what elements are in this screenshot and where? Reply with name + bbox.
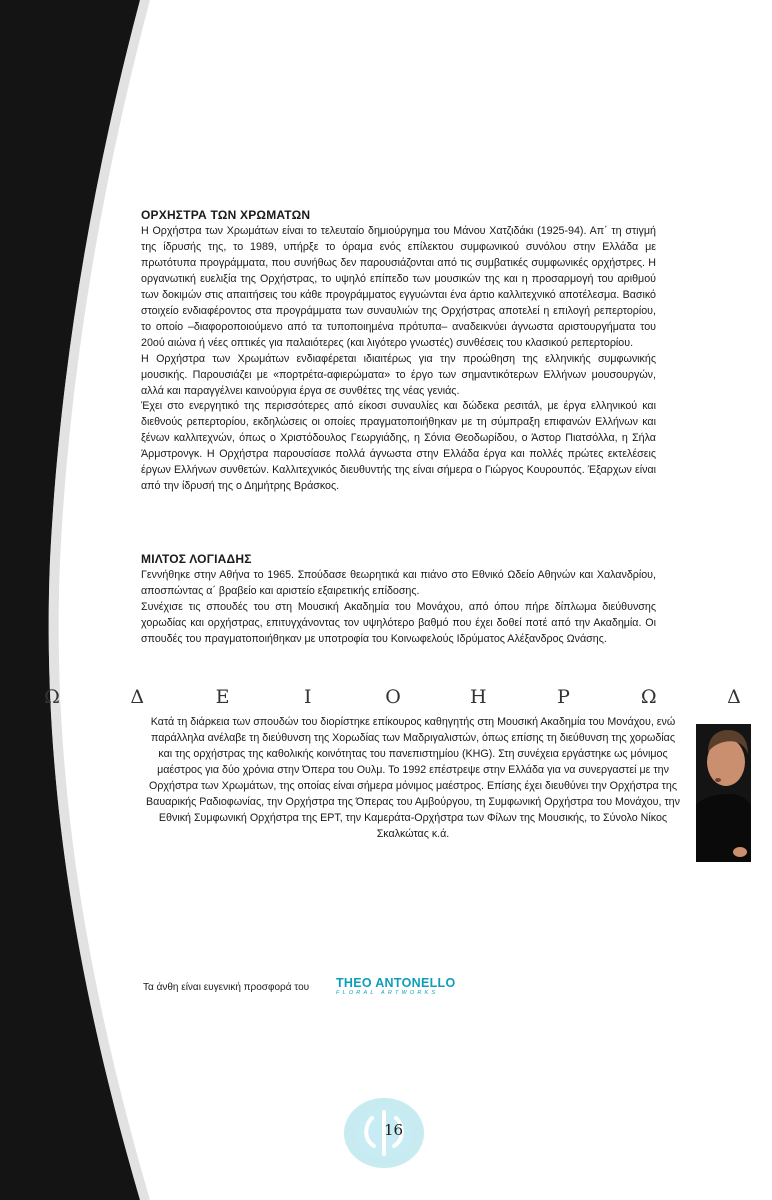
section-heading-orchestra: ΟΡΧΗΣΤΡΑ ΤΩΝ ΧΡΩΜΑΤΩΝ xyxy=(141,208,311,222)
sponsor-name: THEO ANTONELLO xyxy=(336,976,456,990)
band-letter: Ο xyxy=(385,686,401,708)
black-curved-band xyxy=(0,0,140,1200)
flowers-credit-text: Τα άνθη είναι ευγενική προσφορά του xyxy=(143,982,310,993)
paragraph: Κατά τη διάρκεια των σπουδών του διορίστηκε επίκουρος καθηγητής στη Μουσική Ακαδημία του Μονάχου, ενώ παράλληλα ανέλαβε τη διεύθυνση της Χορωδίας των Μαδριγαλιστών, όπως επίσης τη διεύθυνση της χορωδίας και της ορχήστρας της καθολικής κοινότητας του πανεπιστημίου (KHG). Στη συνέχεια εργάστηκε ως μόνιμος μαέστρος για δύο χρόνια στην Όπερα του Ουλμ. Το 1992 επέστρεψε στην Ελλάδα για να συνεργαστεί με την Ορχήστρα των Χρωμάτων, της οποίας είναι σήμερα μόνιμος μαέστρος. Επίσης έχει διευθύνει την Ορχήστρα της Βαυαρικής Ραδιοφωνίας, την Ορχήστρα της Όπερας του Αμβούργου, τη Συμφωνική Ορχήστρα του Μονάχου, την Εθνική Συμφωνική Ορχήστρα της ΕΡΤ, την Καμεράτα-Ορχήστρα των Φίλων της Μουσικής, το Σύνολο Νίκος Σκαλκώτας κ.ά. xyxy=(146,716,680,840)
band-letter: Δ xyxy=(727,686,741,708)
band-letter: Ι xyxy=(303,686,312,708)
band-letter: Ω xyxy=(44,686,60,708)
odeio-herodou-letter-band xyxy=(0,682,772,712)
paragraph: Η Ορχήστρα των Χρωμάτων είναι το τελευταίο δημιούργημα του Μάνου Χατζιδάκι (1925-94). Απ΄ τη στιγμή της ίδρυσής της, το 1989, υπήρξε το όραμα ενός επίλεκτου συμφωνικού συνόλου στην Ελλάδα με πρωτότυπα προγράμματα, που συνήθως δεν παρουσιάζονται από τις συμβατικές συμφωνικές ορχήστρες. Η οργανωτική ευελιξία της Ορχήστρας, το υψηλό επίπεδο των μουσικών της και η προσαρμογή του αριθμού των δοκιμών στις απαιτήσεις του κάθε προγράμματος εγγυώνται ένα άρτιο καλλιτεχνικό αποτέλεσμα. Βασικό στοιχείο ενδιαφέροντος στα προγράμματα των συναυλιών της Ορχήστρας αποτελεί η επιλογή ρεπερτορίου, το οποίο –διαφοροποιούμενο από τα τυποποιημένα πρότυπα– αναδεικνύει άγνωστα αριστουργήματα του 20ού αιώνα ή νέες οπτικές για παλαιότερες (και λιγότερο γνωστές) συνθέσεις του κλασικού ρεπερτορίου. xyxy=(141,225,656,349)
paragraph: Η Ορχήστρα των Χρωμάτων ενδιαφέρεται ιδιαιτέρως για την προώθηση της ελληνικής συμφωνικής μουσικής. Παρουσιάζει με «πορτρέτα-αφιερώματα» το έργο των σημαντικότερων Ελλήνων μουσουργών, αλλά και παραγγέλνει καινούργια έργα σε συνθέτες της νέας γενιάς. xyxy=(141,352,656,397)
page-number: 16 xyxy=(384,1121,404,1139)
band-letter: Ε xyxy=(215,686,230,708)
sponsor-logo xyxy=(336,977,455,997)
section-orchestra xyxy=(141,207,656,495)
band-letter: Ρ xyxy=(557,686,570,708)
section-heading-conductor: ΜΙΛΤΟΣ ΛΟΓΙΑΔΗΣ xyxy=(141,552,252,566)
band-letter: Ω xyxy=(640,686,657,708)
band-letter: Δ xyxy=(130,686,145,708)
section-conductor xyxy=(141,551,656,648)
conductor-portrait-image xyxy=(696,724,751,862)
band-letter: Η xyxy=(469,686,487,708)
paragraph: Συνέχισε τις σπουδές του στη Μουσική Ακαδημία του Μονάχου, από όπου πήρε δίπλωμα διεύθυνσης χορωδίας και ορχήστρας, επιτυγχάνοντας τον υψηλότερο βαθμό που έχει δοθεί ποτέ από την Ακαδημία. Οι σπουδές του πραγματοποιήθηκαν με υποτροφία του Κοινωφελούς Ιδρύματος Αλέξανδρος Ωνάσης. xyxy=(141,600,656,645)
paragraph: Έχει στο ενεργητικό της περισσότερες από είκοσι συναυλίες και δώδεκα ρεσιτάλ, με έργα ελληνικού και διεθνούς ρεπερτορίου, εκδηλώσεις οι οποίες πραγματοποιήθηκαν με τη σύμπραξη επιφανών Ελλήνων και ξένων καλλιτεχνών, όπως ο Χριστόδουλος Γεωργιάδης, η Σόνια Θεοδωρίδου, ο Άστορ Πιατσόλλα, η Σήλα Άρμστρονγκ. Η Ορχήστρα παρουσίασε πολλά άγνωστα στην Ελλάδα έργα και πολλές πρώτες εκτελέσεις έργων Ελλήνων συνθετών. Καλλιτεχνικός διευθυντής της είναι σήμερα ο Γιώργος Κουρουπός. Έξαρχων είναι από την ίδρυσή της ο Δημήτρης Βράσκος. xyxy=(141,400,656,493)
paragraph: Γεννήθηκε στην Αθήνα το 1965. Σπούδασε θεωρητικά και πιάνο στο Εθνικό Ωδείο Αθηνών και Χαλανδρίου, αποσπώντας α΄ βραβείο και αριστείο εξαιρετικής επίδοσης. xyxy=(141,569,656,597)
conductor-bio-continued xyxy=(143,715,681,843)
conductor-photo xyxy=(696,724,751,862)
sponsor-tagline: FLORAL ARTWORKS xyxy=(336,990,439,996)
